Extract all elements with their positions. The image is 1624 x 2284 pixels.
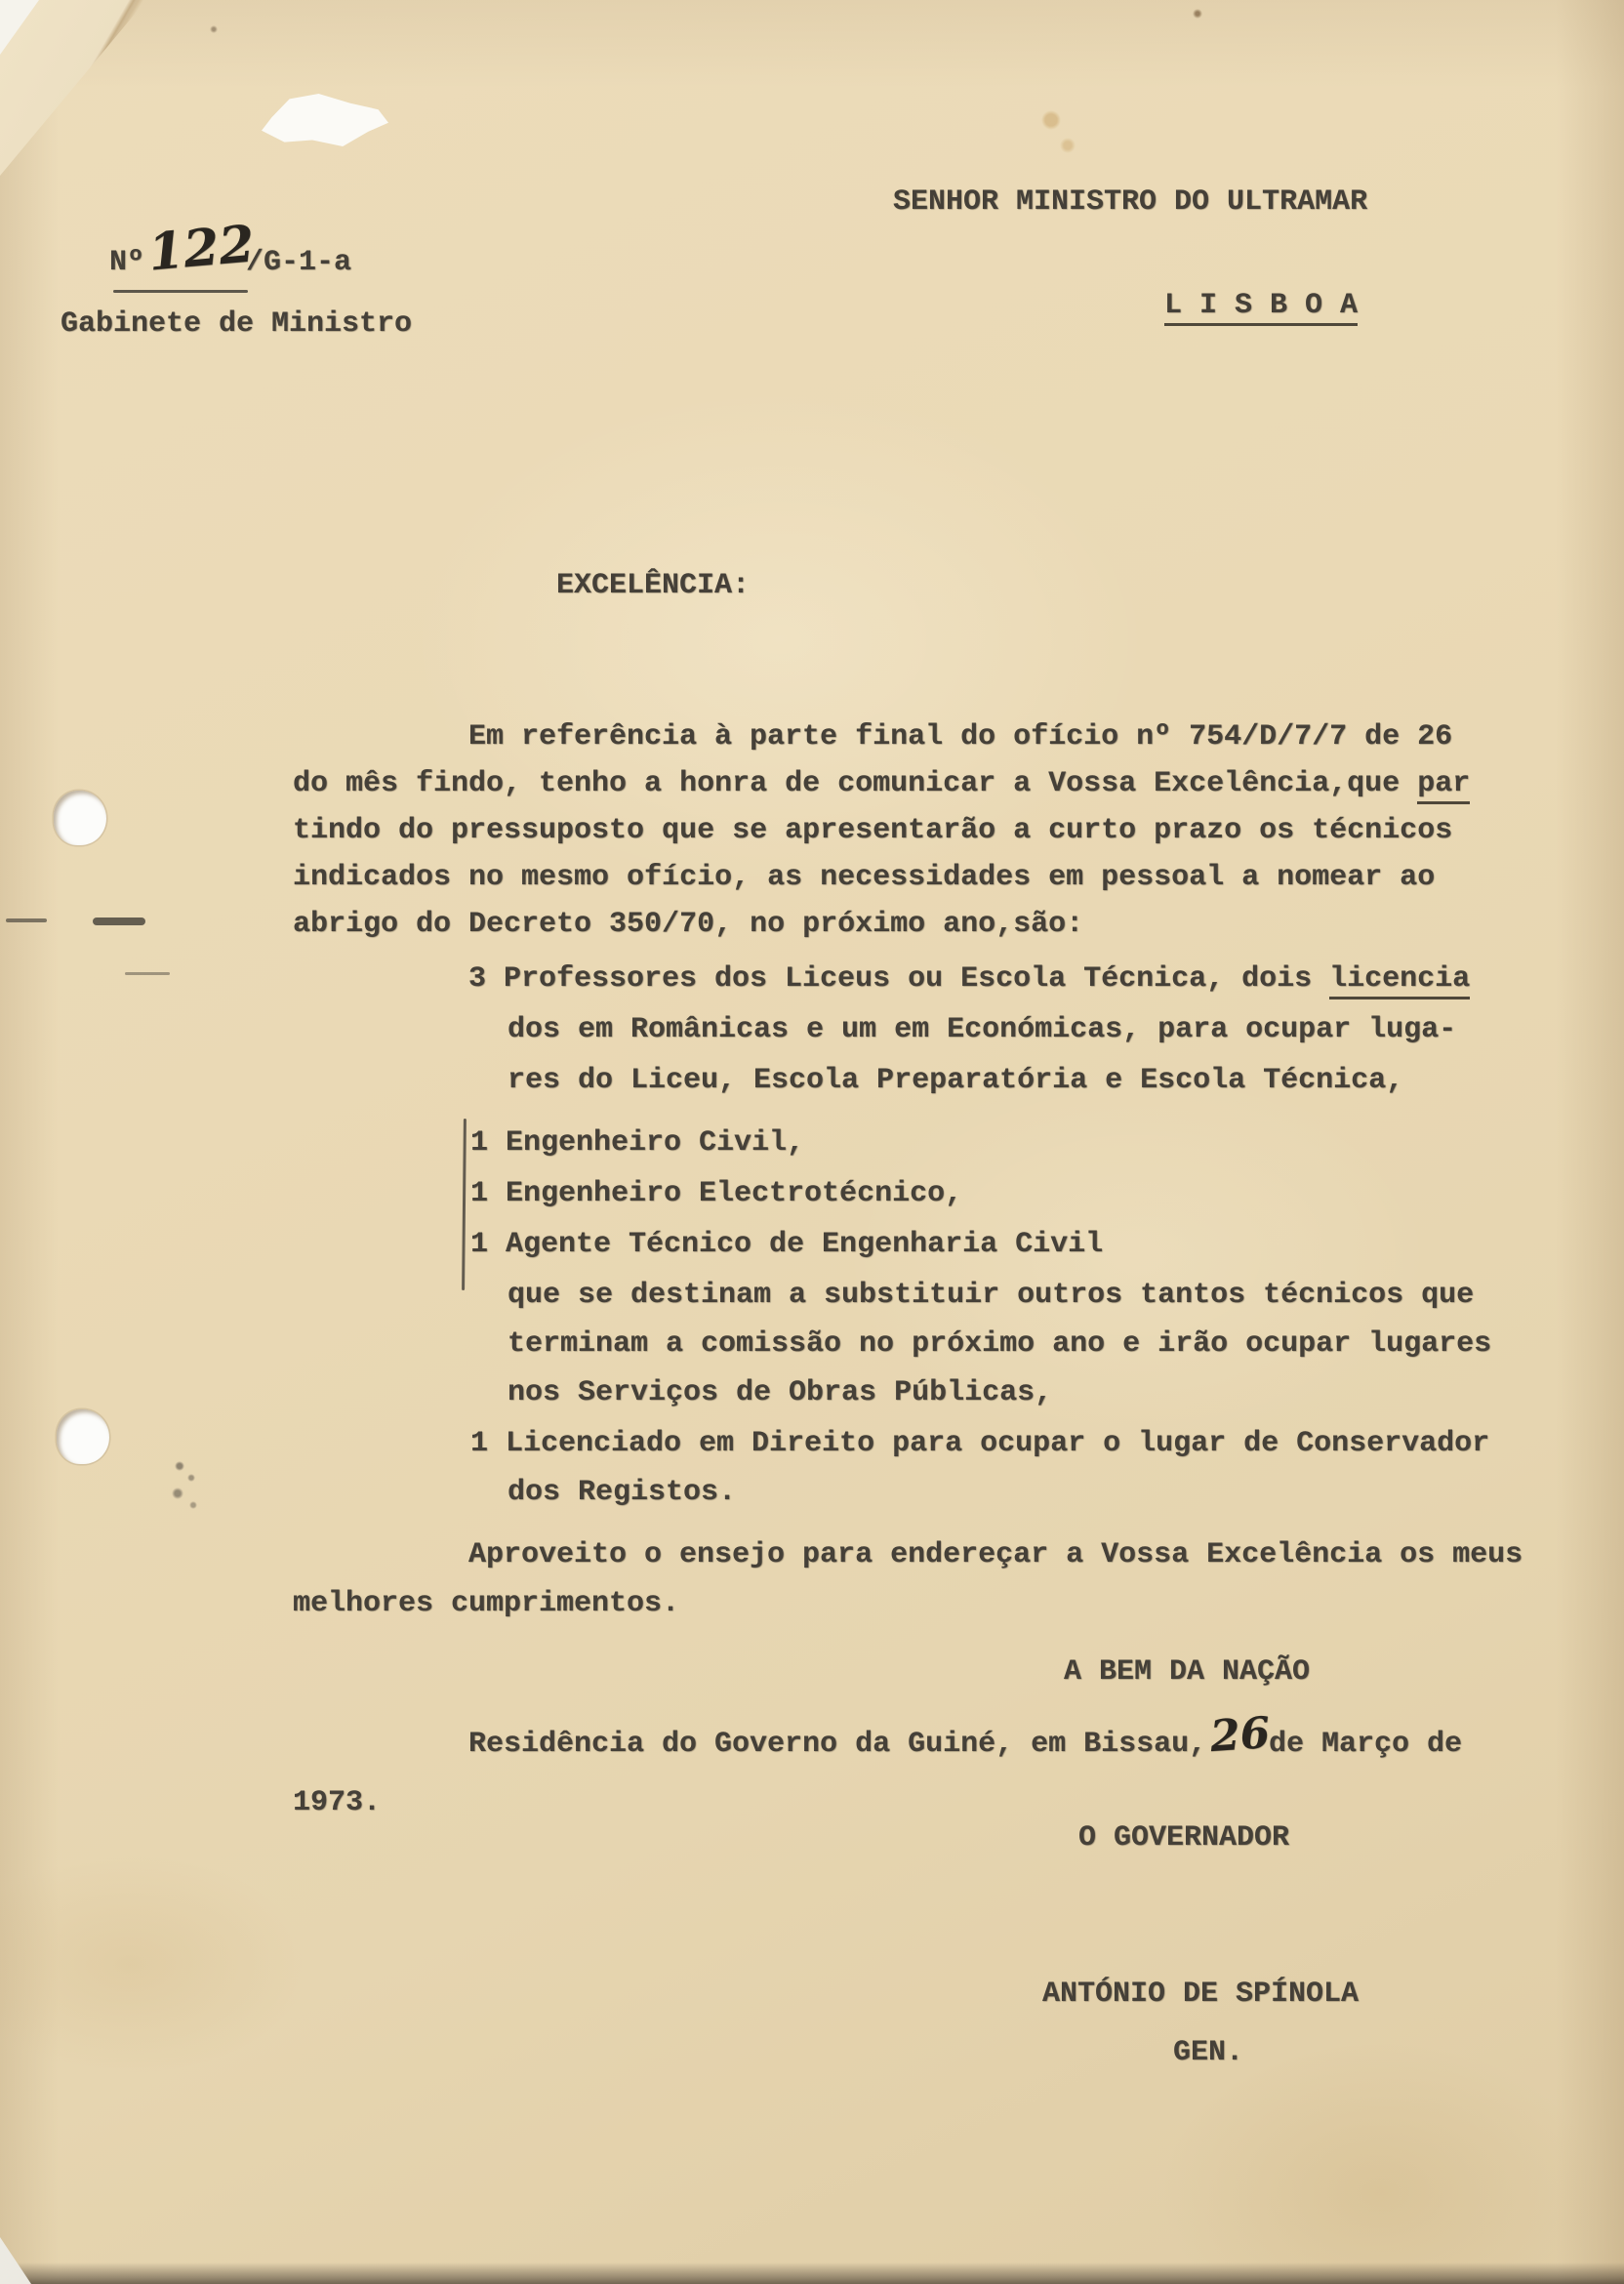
letter-line: indicados no mesmo ofício, as necessidades em pessoal a nomear ao <box>293 861 1436 894</box>
list-item: que se destinam a substituir outros tantos técnicos que <box>508 1279 1475 1312</box>
motto-line: A BEM DA NAÇÃO <box>1064 1655 1311 1689</box>
hyphen-continuation: licencia <box>1329 962 1470 999</box>
place-date-line: Residência do Governo da Guiné, em Bissau, <box>468 1728 1207 1761</box>
handwritten-ref-number: 122 <box>145 214 257 283</box>
letter-line: tindo do pressuposto que se apresentarão a curto prazo os técnicos <box>293 814 1453 847</box>
letter-line: abrigo do Decreto 350/70, no próximo ano,são: <box>293 908 1084 941</box>
list-item: 1 Agente Técnico de Engenharia Civil <box>470 1228 1104 1261</box>
pen-bracket-mark <box>462 1119 467 1290</box>
bottom-corner-tear <box>0 2237 31 2284</box>
year-line: 1973. <box>293 1786 382 1819</box>
signature-rank: GEN. <box>1173 2036 1244 2069</box>
ref-label: Nº <box>109 246 145 279</box>
punch-hole-top <box>54 791 106 845</box>
signer-title: O GOVERNADOR <box>1078 1821 1290 1855</box>
list-item-text: 3 Professores dos Liceus ou Escola Técnica, dois <box>468 962 1330 996</box>
recipient-city: L I S B O A <box>1164 289 1358 326</box>
list-item: 1 Engenheiro Civil, <box>470 1126 805 1160</box>
letter-line <box>293 767 1470 800</box>
letter-line: Aproveito o ensejo para endereçar a Vossa Excelência os meus <box>468 1538 1523 1571</box>
list-item: nos Serviços de Obras Públicas, <box>508 1376 1053 1409</box>
punch-hole-bottom <box>57 1409 109 1464</box>
ref-suffix: /G-1-a <box>246 246 352 279</box>
list-item: dos em Românicas e um em Económicas, para ocupar luga- <box>508 1013 1457 1046</box>
scan-bottom-shadow <box>0 2263 1624 2284</box>
list-item: 1 Licenciado em Direito para ocupar o lugar de Conservador <box>470 1427 1490 1460</box>
list-item <box>468 962 1470 996</box>
underlying-sheet-edge <box>0 0 146 176</box>
list-item: 1 Engenheiro Electrotécnico, <box>470 1177 963 1210</box>
hyphen-continuation: par <box>1417 767 1470 804</box>
office-label: Gabinete de Ministro <box>61 307 413 341</box>
pen-dash-mark <box>6 918 47 922</box>
signature-name: ANTÓNIO DE SPÍNOLA <box>1042 1978 1360 2011</box>
letter-line: Em referência à parte final do ofício nº 754/D/7/7 de 26 <box>468 720 1453 754</box>
salutation: EXCELÊNCIA: <box>556 569 751 602</box>
letter-line: melhores cumprimentos. <box>293 1587 680 1620</box>
list-item: terminam a comissão no próximo ano e irão ocupar lugares <box>508 1327 1492 1361</box>
letter-line-text: do mês findo, tenho a honra de comunicar a Vossa Excelência,que <box>293 767 1418 800</box>
recipient-line: SENHOR MINISTRO DO ULTRAMAR <box>893 185 1368 219</box>
list-item: res do Liceu, Escola Preparatória e Escola Técnica, <box>508 1064 1404 1097</box>
pen-dash-mark <box>93 918 145 925</box>
list-item: dos Registos. <box>508 1476 737 1509</box>
torn-patch <box>262 94 388 146</box>
ref-underline <box>113 290 248 293</box>
pen-dash-mark <box>125 972 170 975</box>
ink-smudge <box>168 1458 207 1513</box>
handwritten-day: 26 <box>1208 1707 1272 1763</box>
place-date-line: de Março de <box>1269 1728 1463 1761</box>
